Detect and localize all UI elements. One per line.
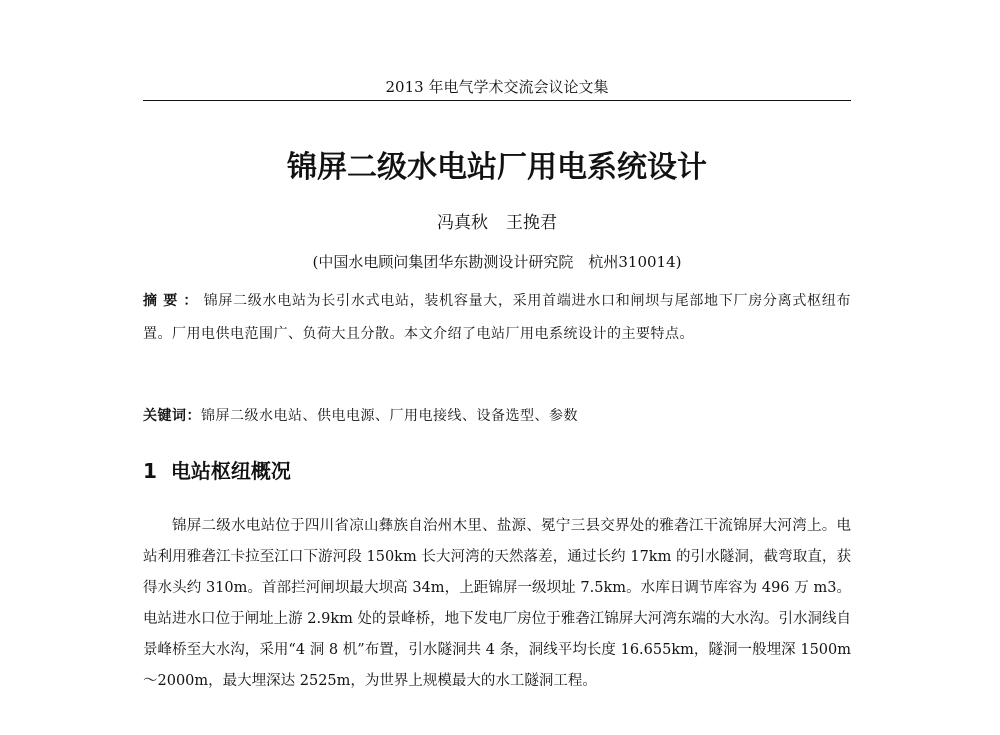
- keywords-label: 关键词：: [143, 408, 201, 424]
- section-title: 电站枢纽概况: [170, 459, 291, 483]
- abstract-label: 摘要：: [143, 293, 204, 309]
- keywords-text: 锦屏二级水电站、供电电源、厂用电接线、设备选型、参数: [201, 408, 578, 424]
- abstract: [143, 285, 851, 351]
- running-head: 2013 年电气学术交流会议论文集: [385, 78, 609, 96]
- author-1: 冯真秋: [437, 213, 488, 233]
- section-heading: [143, 456, 851, 486]
- section-number: 1: [143, 459, 157, 483]
- abstract-text: 锦屏二级水电站为长引水式电站，装机容量大，采用首端进水口和闸坝与尾部地下厂房分离式枢纽布置。厂用电供电范围广、负荷大且分散。本文介绍了电站厂用电系统设计的主要特点。: [143, 293, 852, 342]
- paper-title: 锦屏二级水电站厂用电系统设计: [287, 150, 707, 185]
- author-2: 王挽君: [506, 213, 557, 233]
- body-paragraph: 锦屏二级水电站位于四川省凉山彝族自治州木里、盐源、冕宁三县交界处的雅砻江干流锦屏大河湾上。电站利用雅砻江卡拉至江口下游河段 150km 长大河湾的天然落差，通过长约 17km 的引水隧洞，截弯取直，获得水头约 310m。首部拦河闸坝最大坝高 34m，上距锦屏一级坝址 7.5km。水库日调节库容为 496 万 m3。电站进水口位于闸址上游 2.9km 处的景峰桥，地下发电厂房位于雅砻江锦屏大河湾东端的大水沟。引水洞线自景峰桥至大水沟，采用“4 洞 8 机”布置，引水隧洞共 4 条，洞线平均长度 16.655km，隧洞一般埋深 1500m～2000m，最大埋深达 2525m，为世界上规模最大的水工隧洞工程。: [143, 518, 851, 689]
- header-rule: [143, 100, 851, 101]
- authors: [143, 210, 851, 236]
- keywords: [143, 402, 851, 430]
- affiliation: (中国水电顾问集团华东勘测设计研究院 杭州310014): [312, 253, 682, 271]
